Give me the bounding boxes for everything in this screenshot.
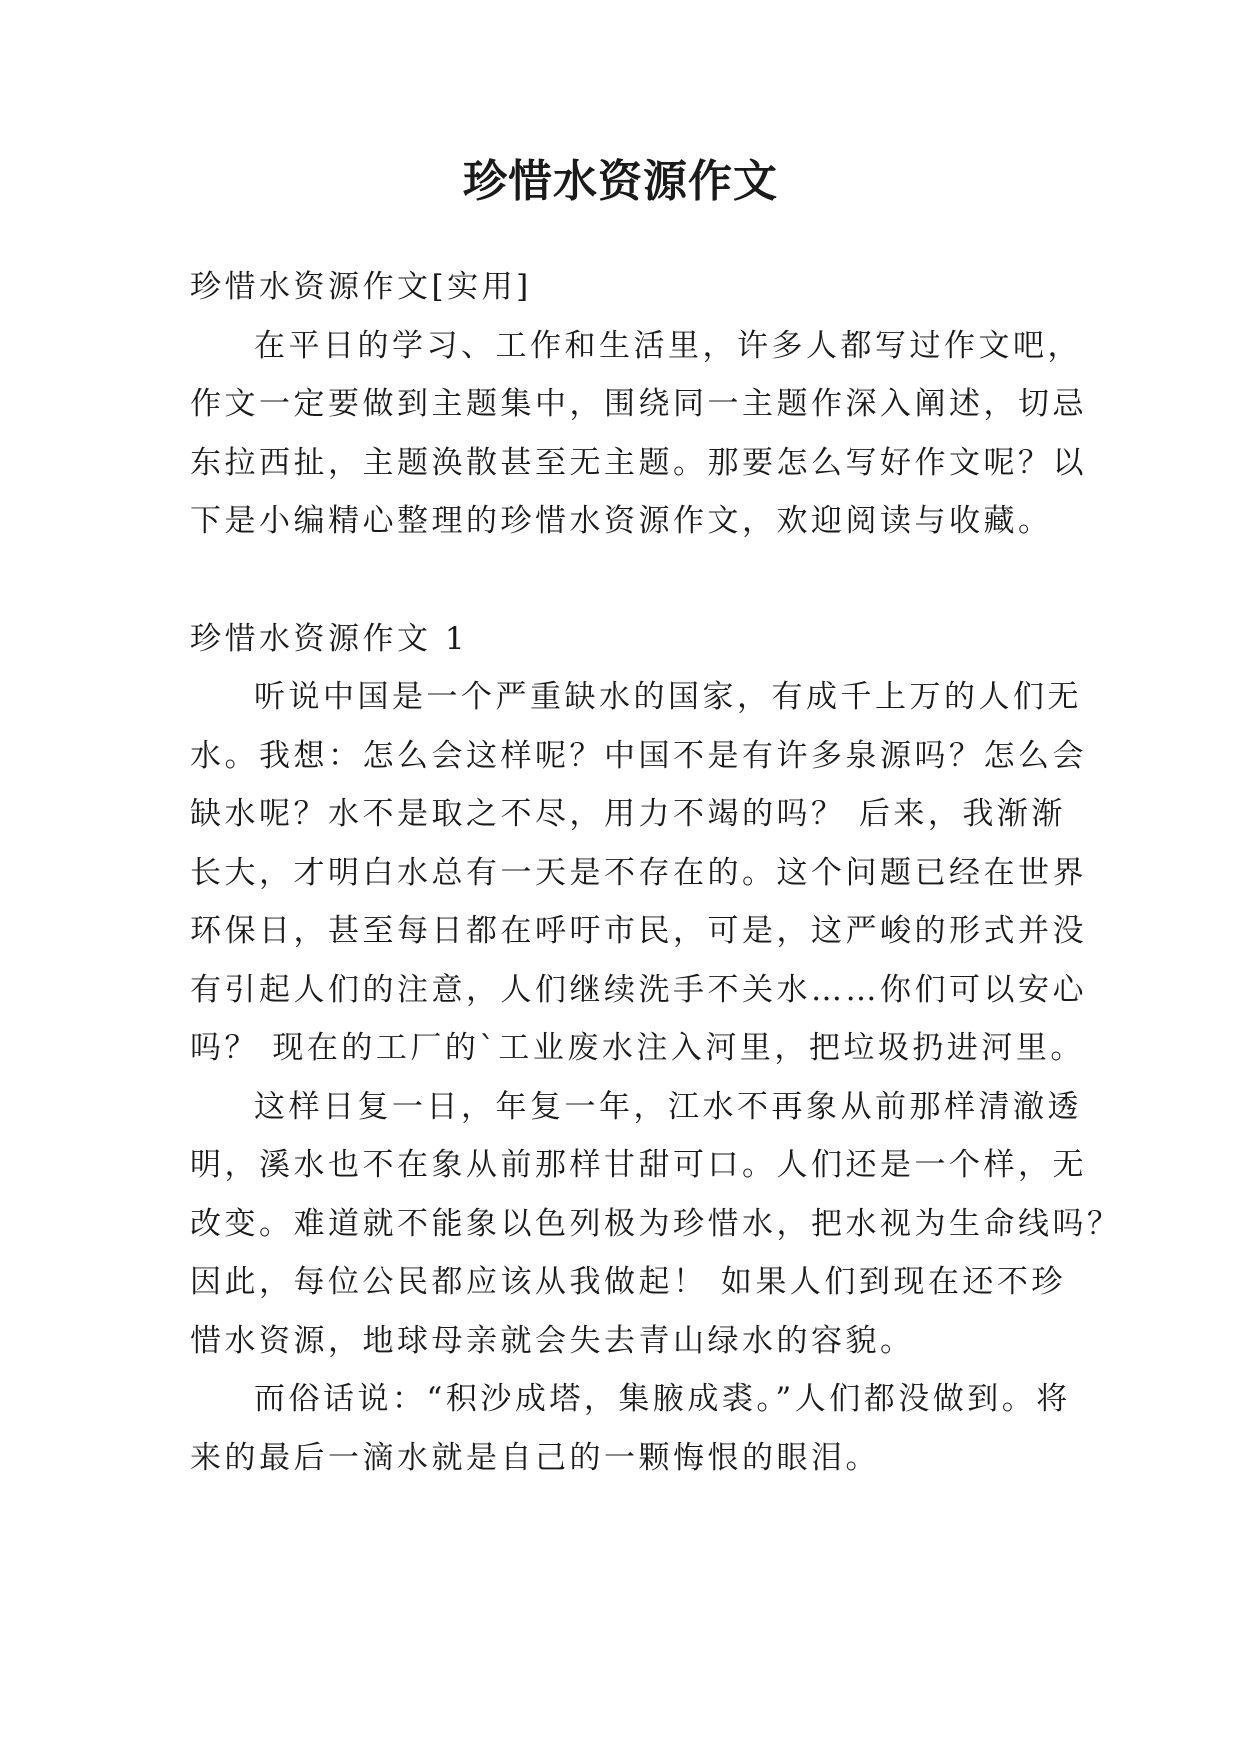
paragraph-line: 有引起人们的注意，人们继续洗手不关水……你们可以安心 xyxy=(190,971,1087,1008)
paragraph-line: 听说中国是一个严重缺水的国家，有成千上万的人们无 xyxy=(254,679,1082,715)
document-subtitle: 珍惜水资源作文[实用] xyxy=(190,269,532,305)
paragraph-line: 因此，每位公民都应该从我做起！ 如果人们到现在还不珍 xyxy=(190,1264,1066,1300)
paragraph-line: 而俗话说：“积沙成塔，集腋成裘。”人们都没做到。将 xyxy=(254,1381,1071,1417)
paragraph-line: 东拉西扯，主题涣散甚至无主题。那要怎么写好作文呢？以 xyxy=(190,444,1087,481)
essay-paragraph-3 xyxy=(190,1370,1071,1487)
essay-paragraph-1 xyxy=(190,668,1087,1078)
paragraph-line: 环保日，甚至每日都在呼吁市民，可是，这严峻的形式并没 xyxy=(190,913,1087,949)
paragraph-line: 这样日复一日，年复一年，江水不再象从前那样清澈透 xyxy=(254,1088,1082,1125)
paragraph-line: 改变。难道就不能象以色列极为珍惜水，把水视为生命线吗？ xyxy=(190,1205,1122,1242)
paragraph-line: 在平日的学习、工作和生活里，许多人都写过作文吧， xyxy=(254,327,1082,364)
document-title: 珍惜水资源作文 xyxy=(463,156,778,207)
paragraph-line: 长大，才明白水总有一天是不存在的。这个问题已经在世界 xyxy=(190,854,1087,891)
essay-paragraph-2 xyxy=(190,1078,1122,1371)
paragraph-line: 明，溪水也不在象从前那样甘甜可口。人们还是一个样，无 xyxy=(190,1147,1087,1183)
document-body xyxy=(190,258,1122,1487)
paragraph-line: 缺水呢？水不是取之不尽，用力不竭的吗？ 后来，我渐渐 xyxy=(190,796,1066,832)
paragraph-line: 作文一定要做到主题集中，围绕同一主题作深入阐述，切忌 xyxy=(190,386,1087,422)
section-spacer xyxy=(190,551,1066,610)
paragraph-line: 惜水资源，地球母亲就会失去青山绿水的容貌。 xyxy=(190,1322,915,1359)
paragraph-line: 吗？ 现在的工厂的`工业废水注入河里，把垃圾扔进河里。 xyxy=(190,1030,1085,1066)
paragraph-line: 水。我想：怎么会这样呢？中国不是有许多泉源吗？怎么会 xyxy=(190,737,1087,774)
paragraph-line: 下是小编精心整理的珍惜水资源作文，欢迎阅读与收藏。 xyxy=(190,503,1053,539)
paragraph-line: 来的最后一滴水就是自己的一颗悔恨的眼泪。 xyxy=(190,1439,880,1476)
section-heading: 珍惜水资源作文 1 xyxy=(190,620,469,657)
intro-paragraph xyxy=(190,317,1087,551)
